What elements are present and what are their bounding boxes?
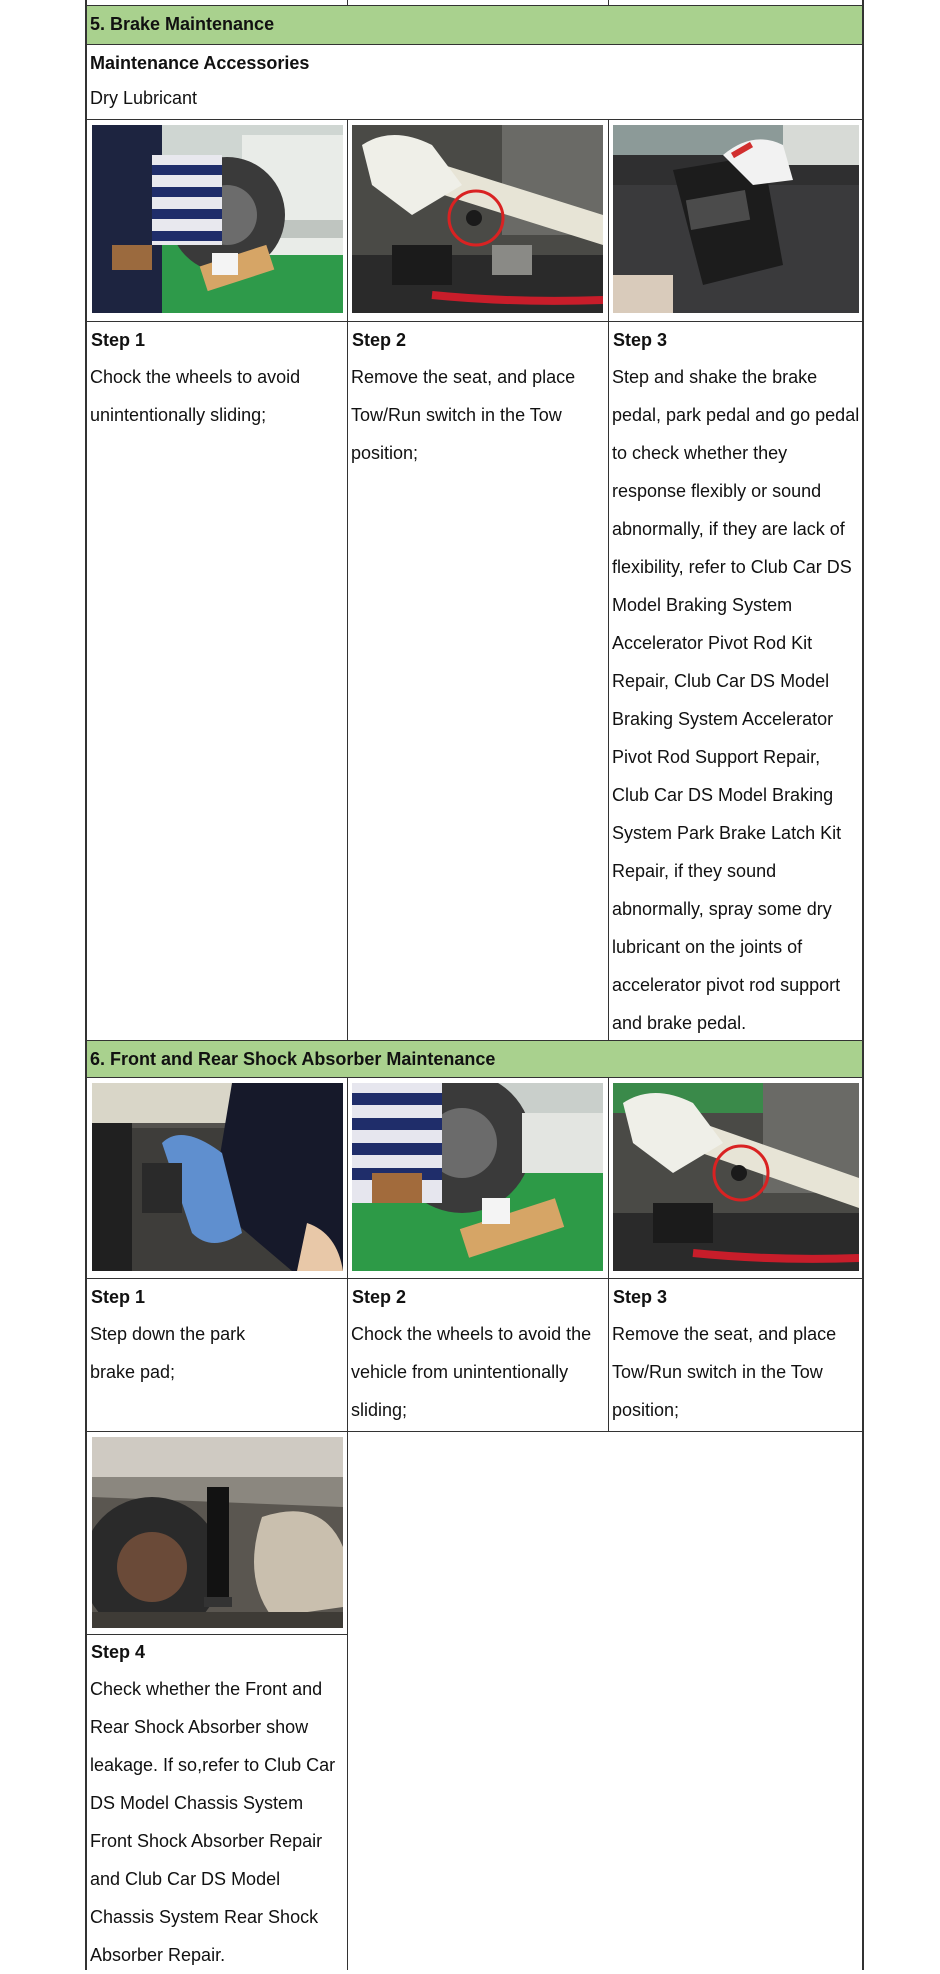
s5-step2-label: Step 2 (352, 330, 407, 350)
s6-step4-label: Step 4 (91, 1642, 146, 1662)
photo-shock-absorber (92, 1437, 343, 1628)
photo-park-brake-pad (92, 1083, 343, 1271)
s5-step3-label: Step 3 (613, 330, 668, 350)
photo-chock-wheel-2 (352, 1083, 603, 1271)
table-border-left (85, 0, 87, 1970)
photo-brake-pedal (613, 125, 859, 313)
grid-h-6 (85, 1077, 864, 1078)
accessories-item: Dry Lubricant (90, 88, 198, 108)
grid-h-7 (85, 1278, 864, 1279)
grid-h-8 (85, 1431, 864, 1432)
s6-step2-label: Step 2 (352, 1287, 407, 1307)
photo-chock-wheel (92, 125, 343, 313)
grid-h-3 (85, 119, 864, 120)
section5-title: 5. Brake Maintenance (90, 14, 275, 34)
grid-h-4 (85, 321, 864, 322)
s5-step1-text: Chock the wheels to avoid unintentionally sliding; (90, 367, 301, 425)
s6-step3-text: Remove the seat, and place Tow/Run switch in the Tow position; (612, 1324, 837, 1420)
grid-v-6b (608, 1077, 609, 1431)
grid-v-5b (608, 119, 609, 1040)
s5-step1-label: Step 1 (91, 330, 146, 350)
accessories-heading: Maintenance Accessories (90, 53, 310, 73)
grid-h-1 (85, 5, 864, 6)
table-border-right (862, 0, 864, 1970)
s6-step3-label: Step 3 (613, 1287, 668, 1307)
grid-h-2 (85, 44, 864, 45)
s6-step4-text: Check whether the Front and Rear Shock Absorber show leakage. If so,refer to Club Car DS Model Chassis System Front Shock Absorber Repair and Club Car DS Model Chassis System Rear Shock Absorber Repair. (90, 1679, 336, 1965)
photo-tow-run-switch-2 (613, 1083, 859, 1271)
s5-step3-text: Step and shake the brake pedal, park pedal and go pedal to check whether they response flexibly or sound abnormally, if they are lack of flexibility, refer to Club Car DS Model Braking System Accelerator Pivot Rod Kit Repair, Club Car DS Model Braking System Accelerator Pivot Rod Support Repair, Club Car DS Model Braking System Park Brake Latch Kit Repair, if they sound abnormally, spray some dry lubricant on the joints of accelerator pivot rod support and brake pedal. (612, 367, 860, 1033)
grid-v-5a (347, 119, 348, 1040)
s6-step1-text: Step down the park brake pad; (90, 1324, 246, 1382)
s5-step2-text: Remove the seat, and place Tow/Run switch in the Tow position; (351, 367, 576, 463)
grid-h-9 (85, 1634, 347, 1635)
s6-step2-text: Chock the wheels to avoid the vehicle from unintentionally sliding; (351, 1324, 592, 1420)
photo-tow-run-switch (352, 125, 603, 313)
grid-v-6a (347, 1077, 348, 1970)
s6-step1-label: Step 1 (91, 1287, 146, 1307)
section6-title: 6. Front and Rear Shock Absorber Maintenance (90, 1049, 496, 1069)
